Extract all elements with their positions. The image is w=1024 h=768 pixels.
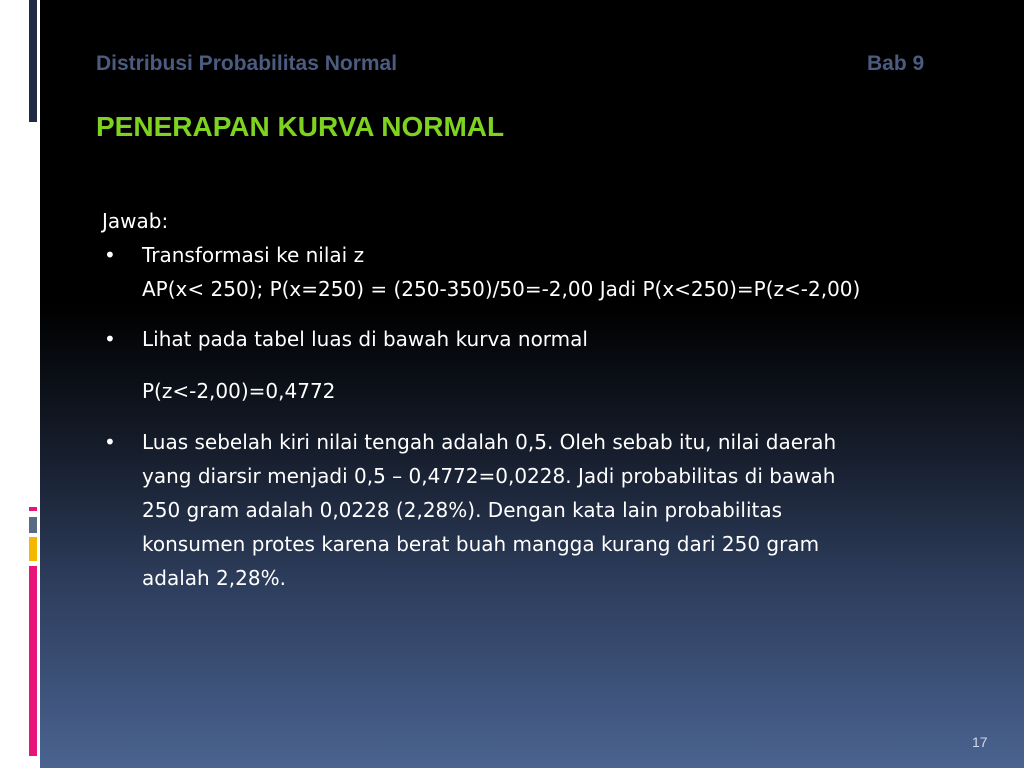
slide-body-result: [102, 374, 982, 408]
bullet-icon: •: [104, 243, 116, 267]
bullet-3-line: yang diarsir menjadi 0,5 – 0,4772=0,0228. Jadi probabilitas di bawah: [142, 464, 836, 488]
page-number: 17: [972, 734, 988, 750]
bullet-1-detail: AP(x< 250); P(x=250) = (250-350)/50=-2,00 Jadi P(x<250)=P(z<-2,00): [142, 277, 861, 301]
bullet-item-2: [102, 322, 982, 356]
deco-bar-pink: [29, 507, 37, 511]
slide-body-bullet-3: [102, 425, 982, 595]
deco-bar-pink-long: [29, 566, 37, 756]
bullet-3-line: Luas sebelah kiri nilai tengah adalah 0,5. Oleh sebab itu, nilai daerah: [142, 430, 837, 454]
chapter-title: Distribusi Probabilitas Normal: [96, 52, 398, 75]
slide-body: [102, 204, 982, 306]
deco-bar-dark: [29, 0, 37, 122]
bullet-1-text: Transformasi ke nilai z: [142, 243, 365, 267]
bullet-2-detail: P(z<-2,00)=0,4772: [142, 379, 336, 403]
answer-label: Jawab:: [102, 209, 169, 233]
slide-body-bullet-2: [102, 322, 982, 356]
bullet-item-1: [102, 238, 982, 306]
slide: [40, 0, 1024, 768]
bullet-3-line: 250 gram adalah 0,0228 (2,28%). Dengan kata lain probabilitas: [142, 498, 783, 522]
bullet-item-3: [102, 425, 982, 595]
bullet-3-line: konsumen protes karena berat buah mangga kurang dari 250 gram: [142, 532, 820, 556]
bullet-icon: •: [104, 327, 116, 351]
bullet-3-line: adalah 2,28%.: [142, 566, 286, 590]
chapter-number: Bab 9: [867, 52, 925, 75]
left-decoration-strip: [0, 0, 40, 768]
bullet-icon: •: [104, 430, 116, 454]
deco-bar-gray: [29, 517, 37, 533]
slide-title: PENERAPAN KURVA NORMAL: [96, 111, 505, 142]
deco-bar-yellow: [29, 537, 37, 561]
bullet-2-text: Lihat pada tabel luas di bawah kurva normal: [142, 327, 588, 351]
